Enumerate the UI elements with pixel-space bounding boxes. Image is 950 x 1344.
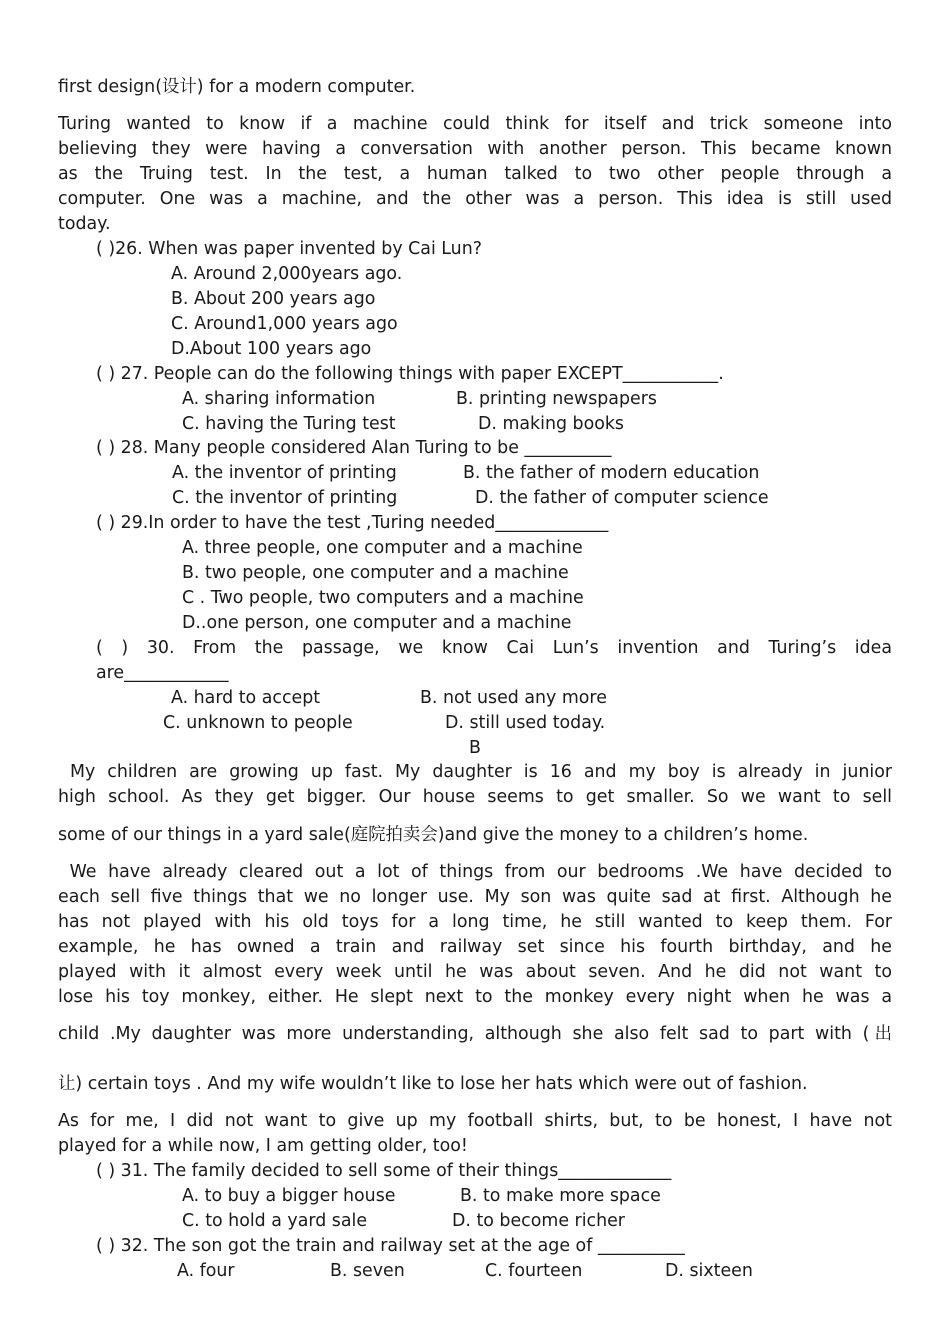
passage-line: played with it almost every week until he was about seven. And he did not want to (58, 962, 892, 982)
option-26-c: C. Around1,000 years ago (171, 314, 398, 334)
passage-line: believing they were having a conversation with another person. This became known (58, 139, 892, 159)
option-28-d: D. the father of computer science (475, 488, 769, 508)
option-28-b: B. the father of modern education (463, 463, 760, 483)
section-heading: B (469, 738, 481, 758)
option-29-b: B. two people, one computer and a machine (182, 563, 569, 583)
option-30-a: A. hard to accept (171, 688, 321, 708)
passage-line: As for me, I did not want to give up my football shirts, but, to be honest, I have not (58, 1111, 892, 1131)
question-26-stem: ( )26. When was paper invented by Cai Lun? (96, 239, 482, 259)
option-29-c: C . Two people, two computers and a machine (182, 588, 584, 608)
option-26-d: D.About 100 years ago (171, 339, 372, 359)
option-29-a: A. three people, one computer and a machine (182, 538, 583, 558)
passage-line: each sell five things that we no longer use. My son was quite sad at first. Although he (58, 887, 892, 907)
question-29-stem: ( ) 29.In order to have the test ,Turing needed_____________ (96, 513, 609, 533)
option-26-b: B. About 200 years ago (171, 289, 376, 309)
passage-line: today. (58, 214, 111, 234)
option-31-a: A. to buy a bigger house (182, 1186, 396, 1206)
option-27-a: A. sharing information (182, 389, 376, 409)
option-31-c: C. to hold a yard sale (182, 1211, 368, 1231)
question-31-stem: ( ) 31. The family decided to sell some of their things_____________ (96, 1161, 672, 1181)
passage-line: example, he has owned a train and railway set since his fourth birthday, and he (58, 937, 892, 957)
passage-line: played for a while now, I am getting older, too! (58, 1136, 468, 1156)
question-28-stem: ( ) 28. Many people considered Alan Turing to be __________ (96, 438, 612, 458)
option-30-b: B. not used any more (420, 688, 607, 708)
question-30-stem-cont: are____________ (96, 663, 229, 683)
passage-line: lose his toy monkey, either. He slept next to the monkey every night when he was a (58, 987, 892, 1007)
question-32-stem: ( ) 32. The son got the train and railway set at the age of __________ (96, 1236, 685, 1256)
passage-line: as the Truing test. In the test, a human talked to two other people through a (58, 164, 892, 184)
option-30-d: D. still used today. (445, 713, 606, 733)
passage-line: We have already cleared out a lot of things from our bedrooms .We have decided to (58, 862, 892, 882)
passage-line: child .My daughter was more understanding, although she also felt sad to part with (出 (58, 1024, 892, 1044)
option-27-d: D. making books (478, 414, 624, 434)
option-32-d: D. sixteen (665, 1261, 753, 1281)
question-27-stem: ( ) 27. People can do the following things with paper EXCEPT___________. (96, 364, 724, 384)
option-28-c: C. the inventor of printing (172, 488, 398, 508)
option-32-b: B. seven (330, 1261, 405, 1281)
passage-line: high school. As they get bigger. Our house seems to get smaller. So we want to sell (58, 787, 892, 807)
option-28-a: A. the inventor of printing (172, 463, 397, 483)
option-31-d: D. to become richer (452, 1211, 625, 1231)
passage-line: My children are growing up fast. My daughter is 16 and my boy is already in junior (58, 762, 892, 782)
option-32-a: A. four (177, 1261, 235, 1281)
option-31-b: B. to make more space (460, 1186, 661, 1206)
passage-line: computer. One was a machine, and the other was a person. This idea is still used (58, 189, 892, 209)
option-29-d: D..one person, one computer and a machine (182, 613, 572, 633)
passage-line: first design(设计) for a modern computer. (58, 77, 416, 97)
passage-line: 让) certain toys . And my wife wouldn’t like to lose her hats which were out of fashion. (58, 1074, 808, 1094)
question-30-stem: ( ) 30. From the passage, we know Cai Lun’s invention and Turing’s idea (96, 638, 892, 658)
passage-line: some of our things in a yard sale(庭院拍卖会)and give the money to a children’s home. (58, 825, 809, 845)
option-27-c: C. having the Turing test (182, 414, 396, 434)
passage-line: Turing wanted to know if a machine could think for itself and trick someone into (58, 114, 892, 134)
option-27-b: B. printing newspapers (456, 389, 657, 409)
option-26-a: A. Around 2,000years ago. (171, 264, 403, 284)
option-30-c: C. unknown to people (163, 713, 353, 733)
option-32-c: C. fourteen (485, 1261, 583, 1281)
passage-line: has not played with his old toys for a long time, he still wanted to keep them. For (58, 912, 892, 932)
